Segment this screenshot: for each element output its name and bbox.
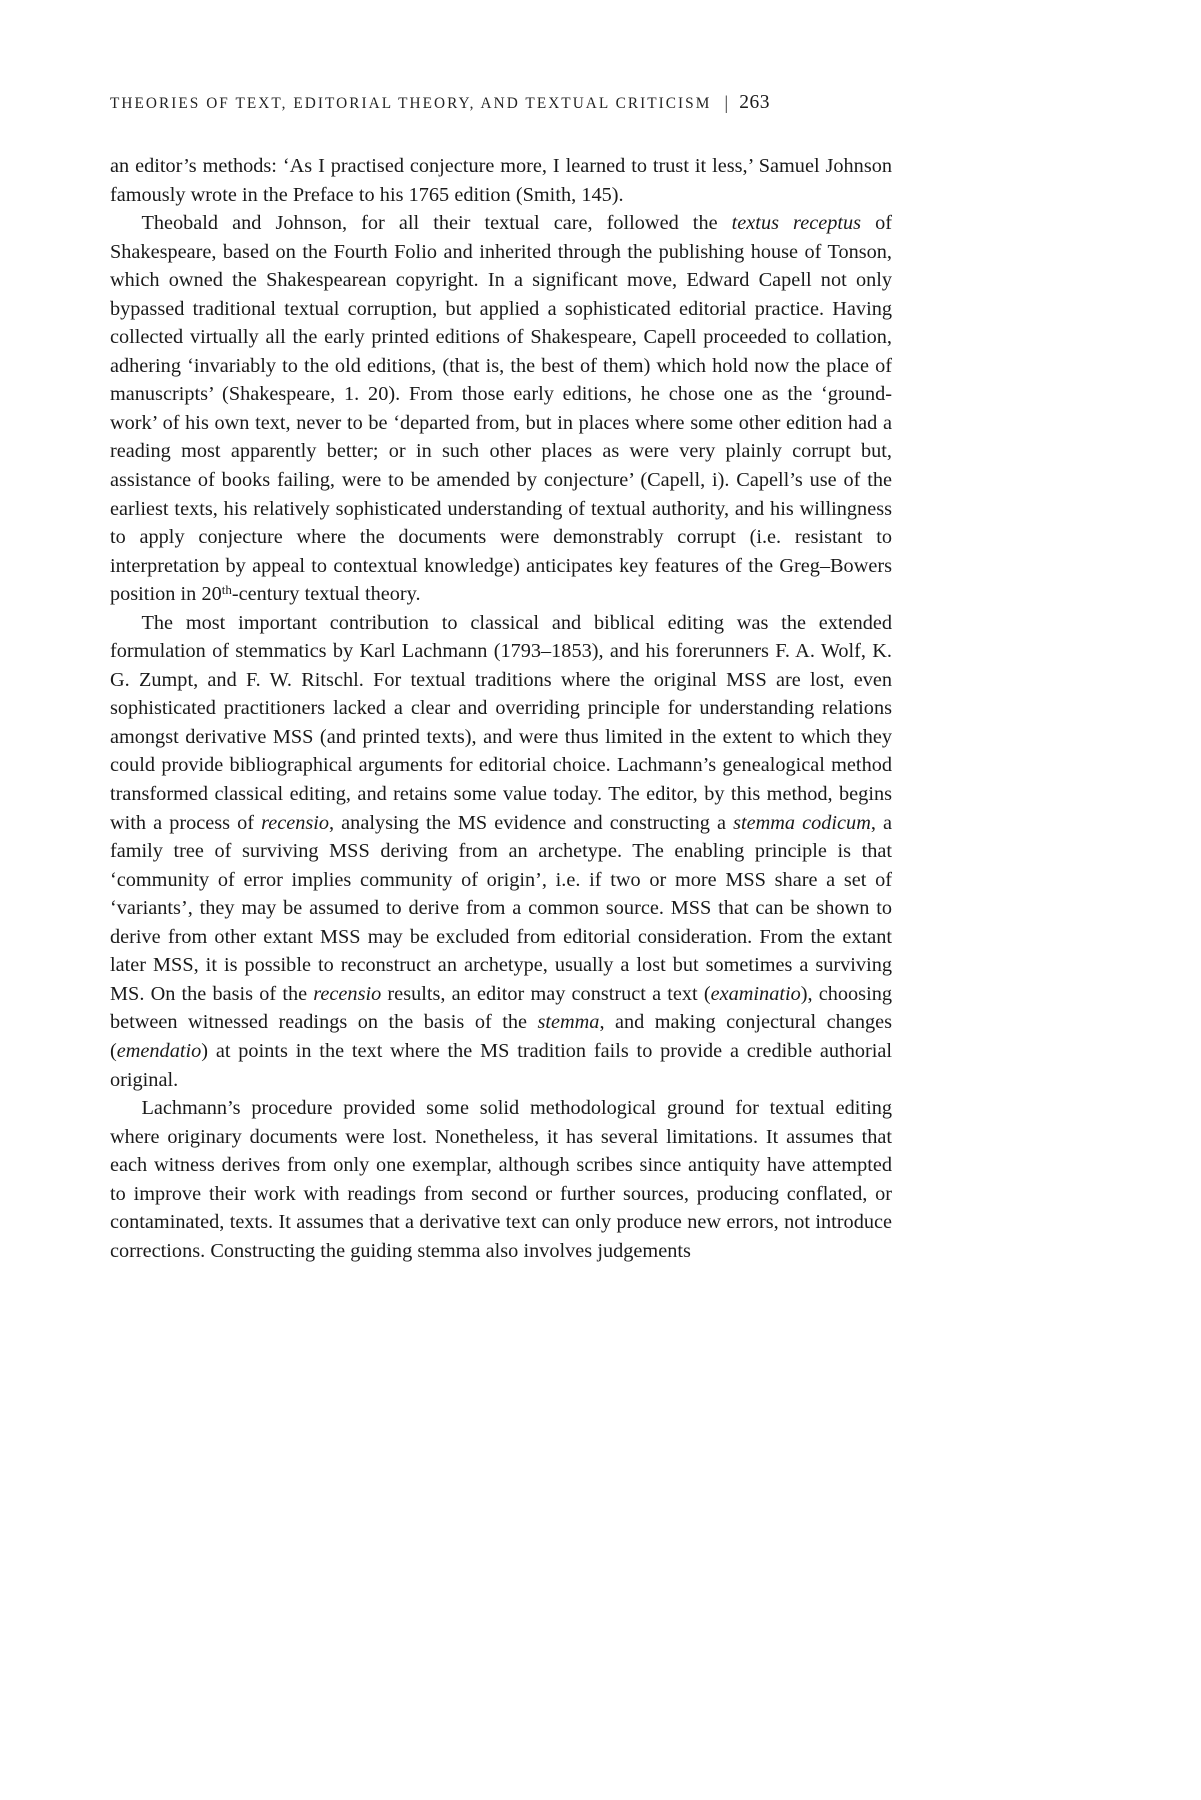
body-text (110, 152, 892, 1265)
superscript-th: th (221, 582, 232, 598)
italic-term-recensio-2: recensio (313, 982, 382, 1005)
italic-term-examinatio: examinatio (710, 982, 801, 1005)
running-head-title: THEORIES OF TEXT, EDITORIAL THEORY, AND TEXTUAL CRITICISM (110, 95, 712, 112)
running-head-separator: | (724, 93, 729, 114)
paragraph-1: an editor’s methods: ‘As I practised conjecture more, I learned to trust it less,’ Samuel Johnson famously wrote in the Preface to his 1765 edition (Smith, 145). (110, 155, 892, 206)
italic-term-textus-receptus: textus receptus (731, 212, 862, 235)
page-number: 263 (739, 92, 770, 113)
paragraph-2: Theobald and Johnson, for all their textual care, followed the textus receptus of Shakespeare, based on the Fourth Folio and inherited through the publishing house of Tonson, which owned the Shakespearean copyright. In a significant move, Edward Capell not only bypassed traditional textual corruption, but applied a sophisticated editorial practice. Having collected virtually all the early printed editions of Shakespeare, Capell proceeded to collation, adhering ‘invariably to the old editions, (that is, the best of them) which hold now the place of manuscripts’ (Shakespeare, 1. 20). From those early editions, he chose one as the ‘ground-work’ of his own text, never to be ‘departed from, but in places where some other edition had a reading most apparently better; or in such other places as were very plainly corrupt but, assistance of books failing, were to be amended by conjecture’ (Capell, i). Capell’s use of the earliest texts, his relatively sophisticated understanding of textual authority, and his willingness to apply conjecture where the documents were demonstrably corrupt (i.e. resistant to interpretation by appeal to contextual knowledge) anticipates key features of the Greg–Bowers position in 20th-century textual theory. (110, 212, 892, 606)
paragraph-4: Lachmann’s procedure provided some solid methodological ground for textual editing where originary documents were lost. Nonetheless, it has several limitations. It assumes that each witness derives from only one exemplar, although scribes since antiquity have attempted to improve their work with readings from second or further sources, producing conflated, or contaminated, texts. It assumes that a derivative text can only produce new errors, not introduce corrections. Constructing the guiding stemma also involves judgements (110, 1097, 892, 1262)
italic-term-emendatio: emendatio (116, 1039, 202, 1062)
italic-term-stemma-codicum: stemma codicum (733, 811, 871, 834)
italic-term-recensio: recensio (261, 811, 330, 834)
italic-term-stemma: stemma (537, 1011, 600, 1034)
running-head (110, 92, 892, 114)
paragraph-3: The most important contribution to classical and biblical editing was the extended formulation of stemmatics by Karl Lachmann (1793–1853), and his forerunners F. A. Wolf, K. G. Zumpt, and F. W. Ritschl. For textual traditions where the original MSS are lost, even sophisticated practitioners lacked a clear and overriding principle for understanding relations amongst derivative MSS (and printed texts), and were thus limited in the extent to which they could provide bibliographical arguments for editorial choice. Lachmann’s genealogical method transformed classical editing, and retains some value today. The editor, by this method, begins with a process of recensio, analysing the MS evidence and constructing a stemma codicum, a family tree of surviving MSS deriving from an archetype. The enabling principle is that ‘community of error implies community of origin’, i.e. if two or more MSS share a set of ‘variants’, they may be assumed to derive from a common source. MSS that can be shown to derive from other extant MSS may be excluded from editorial consideration. From the extant later MSS, it is possible to reconstruct an archetype, usually a lost but sometimes a surviving MS. On the basis of the recensio results, an editor may construct a text (examinatio), choosing between witnessed readings on the basis of the stemma, and making conjectural changes (emendatio) at points in the text where the MS tradition fails to provide a credible authorial original. (110, 611, 892, 1091)
page-content (110, 92, 892, 1265)
